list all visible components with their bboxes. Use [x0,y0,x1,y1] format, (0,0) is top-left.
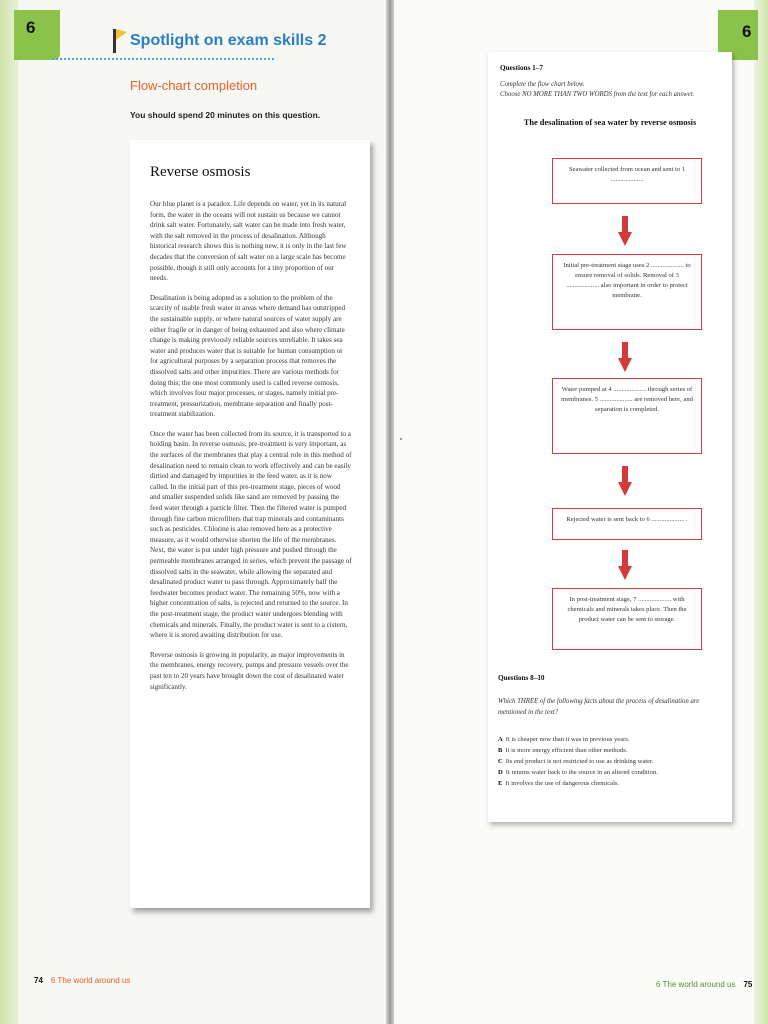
passage-paragraph: Reverse osmosis is growing in popularity, as major improvements in the membranes, energy recovery, pumps and pressure vessels over the past ten to 20 years have brought down the cost of desalinated water significantly. [150,650,349,691]
answer-options [498,734,720,789]
page-number-left: 74 [34,976,43,985]
down-arrow-icon [618,216,632,246]
flow-box-4: Rejected water is sent back to 6 .................... . [552,508,702,540]
page-speck [400,438,402,440]
flow-chart-title: The desalination of sea water by reverse osmosis [523,118,697,127]
flow-chart-instruction-2: Choose NO MORE THAN TWO WORDS from the text for each answer. [500,91,695,98]
questions-card [488,52,732,822]
page-number-right: 75 [743,980,753,989]
passage-paragraph: Our blue planet is a paradox. Life depends on water, yet in its natural form, the water in the oceans will not sustain us because we cannot drink salt water. Fortunately, salt water can be made into fresh water, with the salt removed in the process of desalination. Although historical research shows this is nothing new, it is only in the last few decades that the conversion of salt water on a large scale has become possible, though it still only accounts for a tiny proportion of our needs. [150,200,347,283]
option-letter: E [498,780,503,787]
down-arrow-icon [618,342,632,372]
subsection-title: Flow-chart completion [130,78,258,93]
option-a [498,734,720,745]
option-letter: A [498,736,503,743]
questions-8-10-heading: Questions 8–10 [498,674,545,682]
option-letter: B [498,747,503,754]
flow-chart-instruction-1: Complete the flow chart below. [500,81,585,88]
option-text: Its end product is not restricted to use as drinking water. [505,758,654,765]
flag-icon [112,28,128,54]
passage-paragraph: Desalination is being adopted as a solution to the problem of the scarcity of usable fresh water in areas where demand has outstripped the sustainable supply, or where natural sources of water supply are either fragile or in danger of being exhausted and also where climate change is making previously reliable sources unreliable. It takes sea water and produces water that is suitable for human consumption or for agricultural purposes by a separation process that removes the dissolved salts and other impurities. There are various methods for doing this; the one most commonly used is called reverse osmosis, which involves four major processes, or stages, namely initial pre-treatment, pressurization, membrane separation and finally post-treatment stabilization. [150,293,346,419]
option-d [498,767,720,778]
down-arrow-icon [618,466,632,496]
flow-box-1: Seawater collected from ocean and sent to 1 .................... [552,158,702,204]
questions-8-10-instruction: Which THREE of the following facts about the process of desalination are mentioned in the text? [498,698,700,716]
left-page-edge-strip [0,0,18,1024]
option-text: It is more energy efficient than other methods. [505,747,628,754]
option-b [498,745,720,756]
book-gutter [386,0,394,1024]
unit-number-left: 6 [26,18,36,37]
questions-1-7-heading: Questions 1–7 [500,64,543,72]
time-instruction: You should spend 20 minutes on this question. [130,110,321,120]
passage-title: Reverse osmosis [150,164,251,180]
footer-unit-label-left: 6 The world around us [50,976,131,985]
title-dotted-rule [52,58,274,60]
footer-right [656,980,752,989]
passage-paragraph: Once the water has been collected from its source, it is transported to a holding basin. In reverse osmosis, pre-treatment is very important, as the surfaces of the membranes that play a central role in this method of desalination need to remain clean to work effectively and can be easily dirtied and damaged by impurities in the feed water, as it is now called. In the initial part of this pre-treatment stage, pieces of wood and smaller suspended solids like sand are removed by passing the feed water through a particle filter. Then the filtered water is pumped through fine carbon microfilters that trap minerals and contaminants such as pesticides. Chlorine is also removed here as a protective measure, as it would otherwise shorten the life of the membranes. Next, the water is put under high pressure and pushed through the permeable membranes arranged in series, which prevent the passage of dissolved salts in the seawater, while allowing the separated and desalinated product water to pass through. Approximately half the feedwater becomes product water. The remaining 50%, now with a higher concentration of salts, is rejected and returned to the source. In the post-treatment stage, the product water undergoes blending with chemicals and minerals. Finally, the product water is sent to a cistern, where it is stored awaiting distribution for use. [150,429,352,640]
flow-box-3: Water pumped at 4 .................... through series of membranes. 5 .................... are removed here, and separation is completed. [552,378,702,454]
unit-number-right: 6 [742,22,752,41]
footer-unit-label-right: 6 The world around us [656,980,736,989]
footer-left [34,976,130,985]
option-text: It involves the use of dangerous chemicals. [505,780,620,787]
reading-passage-card [130,140,370,908]
flow-box-5: In post-treatment stage, 7 .................... with chemicals and minerals takes place. Then the product water can be sent to storage. [552,588,702,650]
option-text: It is cheaper now than it was in previous years. [505,736,630,743]
option-letter: D [498,769,503,776]
option-c [498,756,720,767]
option-e [498,778,720,789]
down-arrow-icon [618,550,632,580]
option-letter: C [498,758,503,765]
right-page-edge-strip [754,0,768,1024]
option-text: It returns water back to the source in an altered condition. [505,769,658,776]
unit-tab-left [14,10,60,60]
flow-box-2: Initial pre-treatment stage uses 2 .................... to ensure removal of solids. Removal of 3 .................... also important in order to protect membrane. [552,254,702,330]
section-title: Spotlight on exam skills 2 [130,32,327,49]
